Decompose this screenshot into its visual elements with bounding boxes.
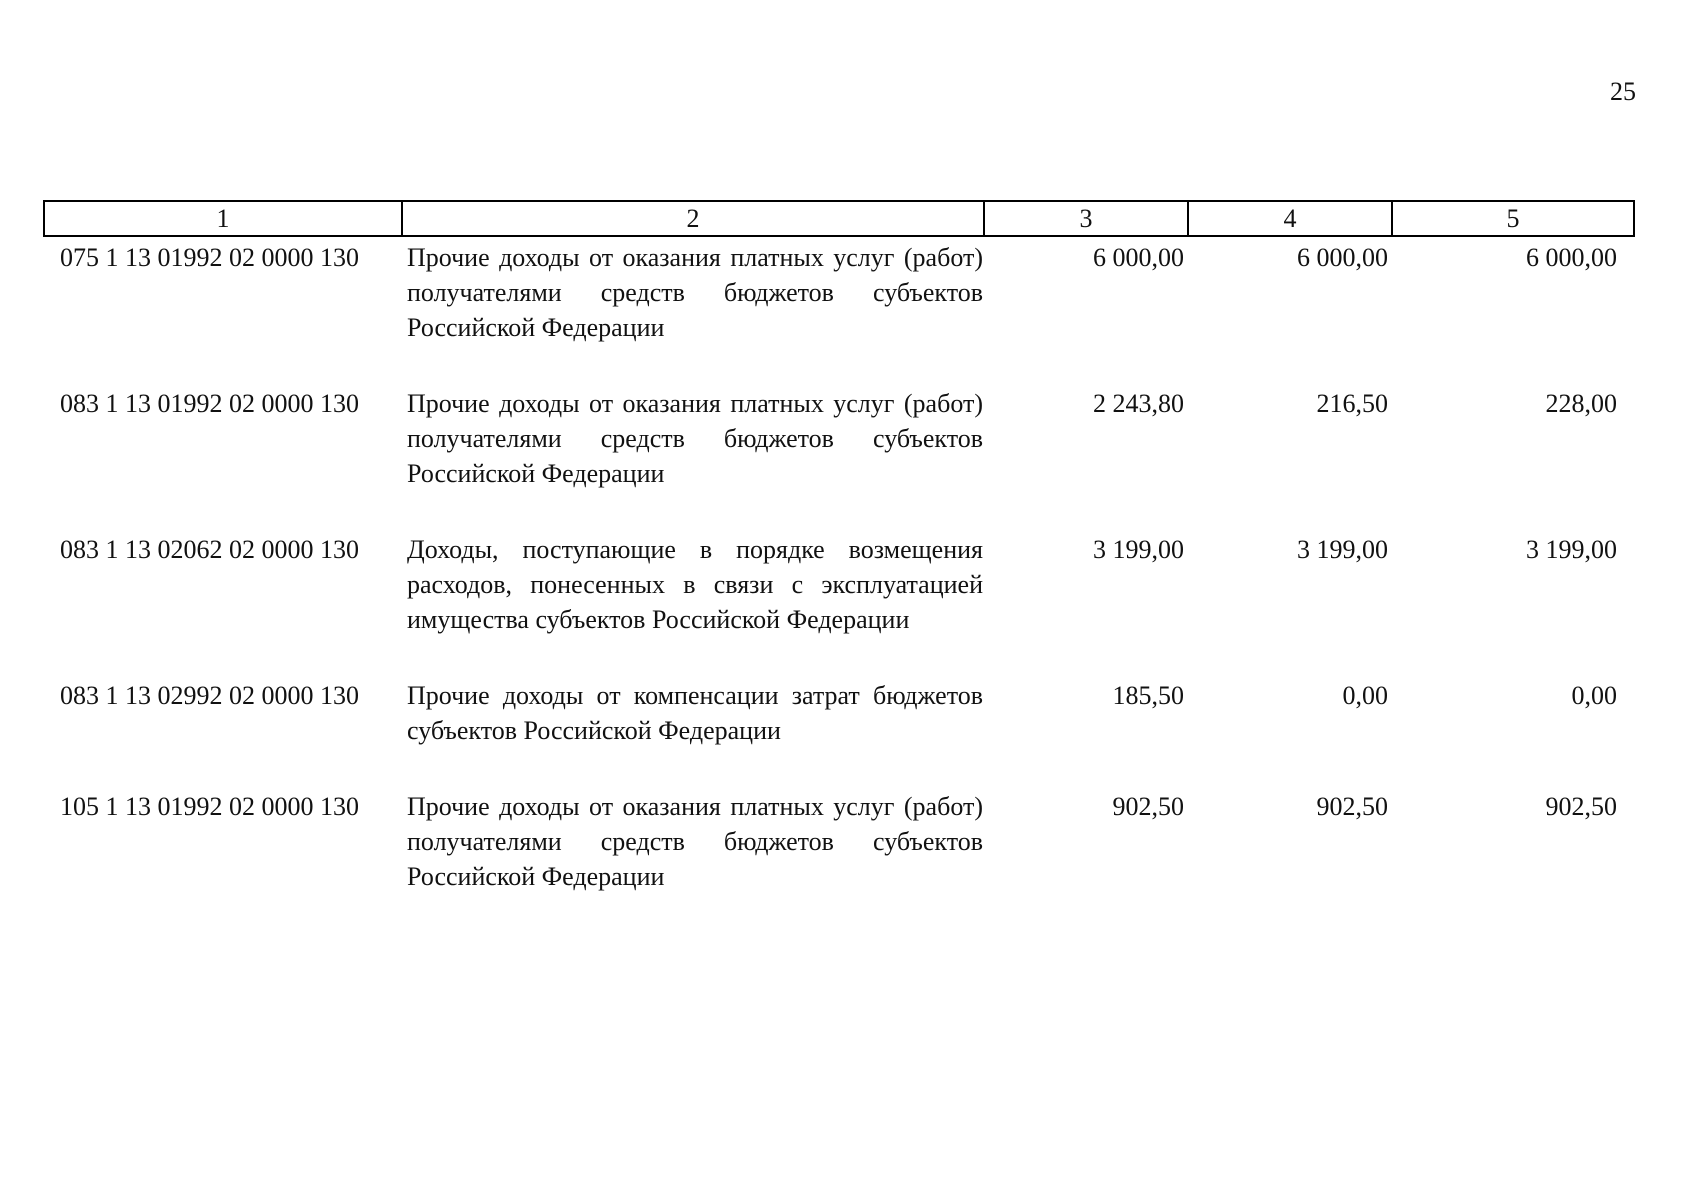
table-row	[43, 789, 1635, 894]
budget-code-cell: 075 1 13 01992 02 0000 130	[60, 243, 359, 272]
table-row	[43, 678, 1635, 748]
table-header-col-2: 2	[403, 202, 985, 235]
budget-code-cell: 083 1 13 02062 02 0000 130	[60, 535, 359, 564]
page-number: 25	[1610, 77, 1636, 106]
table-row	[43, 386, 1635, 491]
amount-col-3-cell: 2 243,80	[1093, 389, 1184, 418]
amount-col-5-cell: 3 199,00	[1526, 535, 1617, 564]
amount-col-3-cell: 3 199,00	[1093, 535, 1184, 564]
table-body	[43, 240, 1635, 935]
amount-col-4-cell: 0,00	[1342, 681, 1388, 710]
amount-col-3-cell: 185,50	[1112, 681, 1184, 710]
amount-col-4-cell: 3 199,00	[1297, 535, 1388, 564]
description-cell: Прочие доходы от оказания платных услуг (работ) получателями средств бюджетов субъектов Российской Федерации	[407, 389, 983, 488]
budget-code-cell: 083 1 13 02992 02 0000 130	[60, 681, 359, 710]
table-row	[43, 240, 1635, 345]
description-cell: Прочие доходы от оказания платных услуг (работ) получателями средств бюджетов субъектов Российской Федерации	[407, 792, 983, 891]
amount-col-5-cell: 0,00	[1571, 681, 1617, 710]
description-cell: Прочие доходы от оказания платных услуг (работ) получателями средств бюджетов субъектов Российской Федерации	[407, 243, 983, 342]
amount-col-5-cell: 6 000,00	[1526, 243, 1617, 272]
amount-col-4-cell: 902,50	[1316, 792, 1388, 821]
amount-col-3-cell: 6 000,00	[1093, 243, 1184, 272]
description-cell: Прочие доходы от компенсации затрат бюджетов субъектов Российской Федерации	[407, 681, 983, 745]
table-header-row	[43, 200, 1635, 237]
description-cell: Доходы, поступающие в порядке возмещения расходов, понесенных в связи с эксплуатацией имущества субъектов Российской Федерации	[407, 535, 983, 634]
amount-col-5-cell: 228,00	[1545, 389, 1617, 418]
table-header-col-3: 3	[985, 202, 1189, 235]
amount-col-4-cell: 6 000,00	[1297, 243, 1388, 272]
amount-col-4-cell: 216,50	[1316, 389, 1388, 418]
budget-code-cell: 083 1 13 01992 02 0000 130	[60, 389, 359, 418]
table-row	[43, 532, 1635, 637]
table-header-col-5: 5	[1506, 204, 1520, 233]
budget-code-cell: 105 1 13 01992 02 0000 130	[60, 792, 359, 821]
amount-col-5-cell: 902,50	[1545, 792, 1617, 821]
table-header-col-1: 1	[45, 202, 403, 235]
table-header-col-4: 4	[1189, 202, 1393, 235]
amount-col-3-cell: 902,50	[1112, 792, 1184, 821]
